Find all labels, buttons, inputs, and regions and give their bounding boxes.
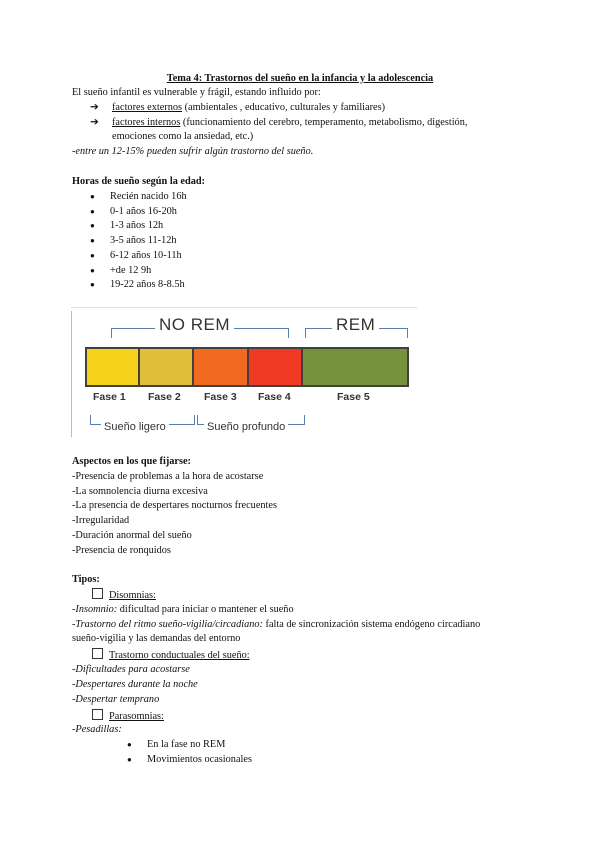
pesadillas-line: -Pesadillas: (72, 724, 122, 735)
conductuales-label: Trastorno conductuales del sueño: (109, 650, 250, 661)
bullet-icon: ● (90, 250, 95, 260)
ritmo-line (72, 618, 480, 633)
insomnio-term: -Insomnio: (72, 604, 118, 615)
conductuales-item (92, 648, 250, 664)
aspect-item: -Presencia de ronquidos (72, 544, 171, 556)
ritmo-term: -Trastorno del ritmo sueño-vigilia/circadiano: (72, 619, 263, 630)
bullet-icon: ● (90, 280, 95, 290)
pesadillas-subitem (127, 753, 252, 768)
phase-3-block (192, 347, 249, 387)
bullet-icon: ● (90, 236, 95, 246)
phase-3-label: Fase 3 (204, 391, 237, 403)
dissomnias-item (92, 588, 156, 604)
factor-desc: (funcionamiento del cerebro, temperamento, metabolismo, digestión, (180, 117, 468, 128)
hours-list-item (90, 205, 177, 220)
arrow-icon: ➔ (90, 102, 99, 113)
diagram-left-border (71, 311, 72, 437)
rem-label: REM (332, 318, 379, 333)
aspect-item: -Irregularidad (72, 515, 130, 527)
prevalence-note: -entre un 12-15% pueden sufrir algún trastorno del sueño. (72, 146, 314, 157)
hours-list-item (90, 234, 177, 249)
aspect-item: -La presencia de despertares nocturnos frecuentes (72, 500, 277, 512)
bullet-icon: ● (127, 740, 132, 749)
sleep-phases-diagram (71, 307, 417, 439)
checkbox-icon (92, 588, 103, 599)
pesadillas-subitem-text: Movimientos ocasionales (147, 754, 252, 765)
checkbox-icon (92, 709, 103, 720)
hours-list-item (90, 219, 163, 234)
bullet-icon: ● (90, 221, 95, 231)
hours-item-text: 19-22 años 8-8.5h (110, 279, 185, 291)
aspect-item: -Presencia de problemas a la hora de acostarse (72, 471, 264, 482)
factor-internal (90, 116, 467, 131)
hours-item-text: 1-3 años 12h (110, 220, 164, 232)
pesadillas-subitem-text: En la fase no REM (147, 739, 226, 750)
insomnio-line (72, 603, 294, 618)
factor-desc: (ambientales , educativo, culturales y familiares) (182, 102, 386, 113)
arrow-icon: ➔ (90, 117, 99, 128)
phase-2-block (138, 347, 194, 387)
factor-external (90, 101, 385, 116)
pesadillas-subitem (127, 738, 225, 753)
hours-item-text: +de 12 9h (110, 264, 152, 276)
phase-1-label: Fase 1 (93, 391, 126, 403)
bullet-icon: ● (90, 206, 95, 216)
conductuales-line: -Dificultades para acostarse (72, 664, 190, 675)
ritmo-def: falta de sincronización sistema endógeno circadiano (262, 619, 481, 630)
phase-4-block (247, 347, 303, 387)
bullet-icon: ● (90, 192, 95, 201)
ritmo-cont: sueño-vigilia y las demandas del entorno (72, 633, 241, 644)
parasomnias-label: Parasomnias: (109, 711, 164, 722)
factor-label: factores externos (112, 102, 183, 113)
deep-sleep-label: Sueño profundo (204, 420, 288, 435)
hours-item-text: 0-1 años 16-20h (110, 205, 177, 217)
factor-label: factores internos (112, 117, 181, 128)
checkbox-icon (92, 648, 103, 659)
hours-list-item (90, 264, 151, 279)
light-sleep-label: Sueño ligero (101, 420, 169, 435)
hours-heading: Horas de sueño según la edad: (72, 176, 206, 187)
hours-item-text: Recién nacido 16h (110, 191, 187, 202)
factor-internal-cont: emociones como la ansiedad, etc.) (112, 131, 254, 142)
intro-text: El sueño infantil es vulnerable y frágil, estando influido por: (72, 87, 321, 98)
hours-list-item (90, 249, 182, 264)
insomnio-def: dificultad para iniciar o mantener el sueño (117, 604, 294, 615)
types-heading: Tipos: (72, 574, 100, 585)
aspect-item: -Duración anormal del sueño (72, 529, 192, 541)
phase-5-block (301, 347, 409, 387)
dissomnias-label: Disomnias: (109, 590, 156, 601)
diagram-top-border (71, 307, 417, 308)
hours-list-item (90, 278, 185, 293)
bullet-icon: ● (127, 755, 132, 764)
aspect-item: -La somnolencia diurna excesiva (72, 485, 208, 497)
page-title: Tema 4: Trastornos del sueño en la infancia y la adolescencia (166, 73, 434, 84)
bullet-icon: ● (90, 265, 95, 275)
phase-2-label: Fase 2 (148, 391, 181, 403)
conductuales-line: -Despertar temprano (72, 694, 160, 705)
phase-4-label: Fase 4 (258, 391, 291, 403)
aspects-heading: Aspectos en los que fijarse: (72, 456, 191, 467)
hours-item-text: 3-5 años 11-12h (110, 235, 177, 247)
hours-item-text: 6-12 años 10-11h (110, 249, 182, 261)
no-rem-label: NO REM (155, 318, 234, 333)
conductuales-line: -Despertares durante la noche (72, 679, 198, 690)
phase-1-block (85, 347, 140, 387)
phase-5-label: Fase 5 (337, 391, 370, 403)
hours-list-item (90, 190, 187, 205)
